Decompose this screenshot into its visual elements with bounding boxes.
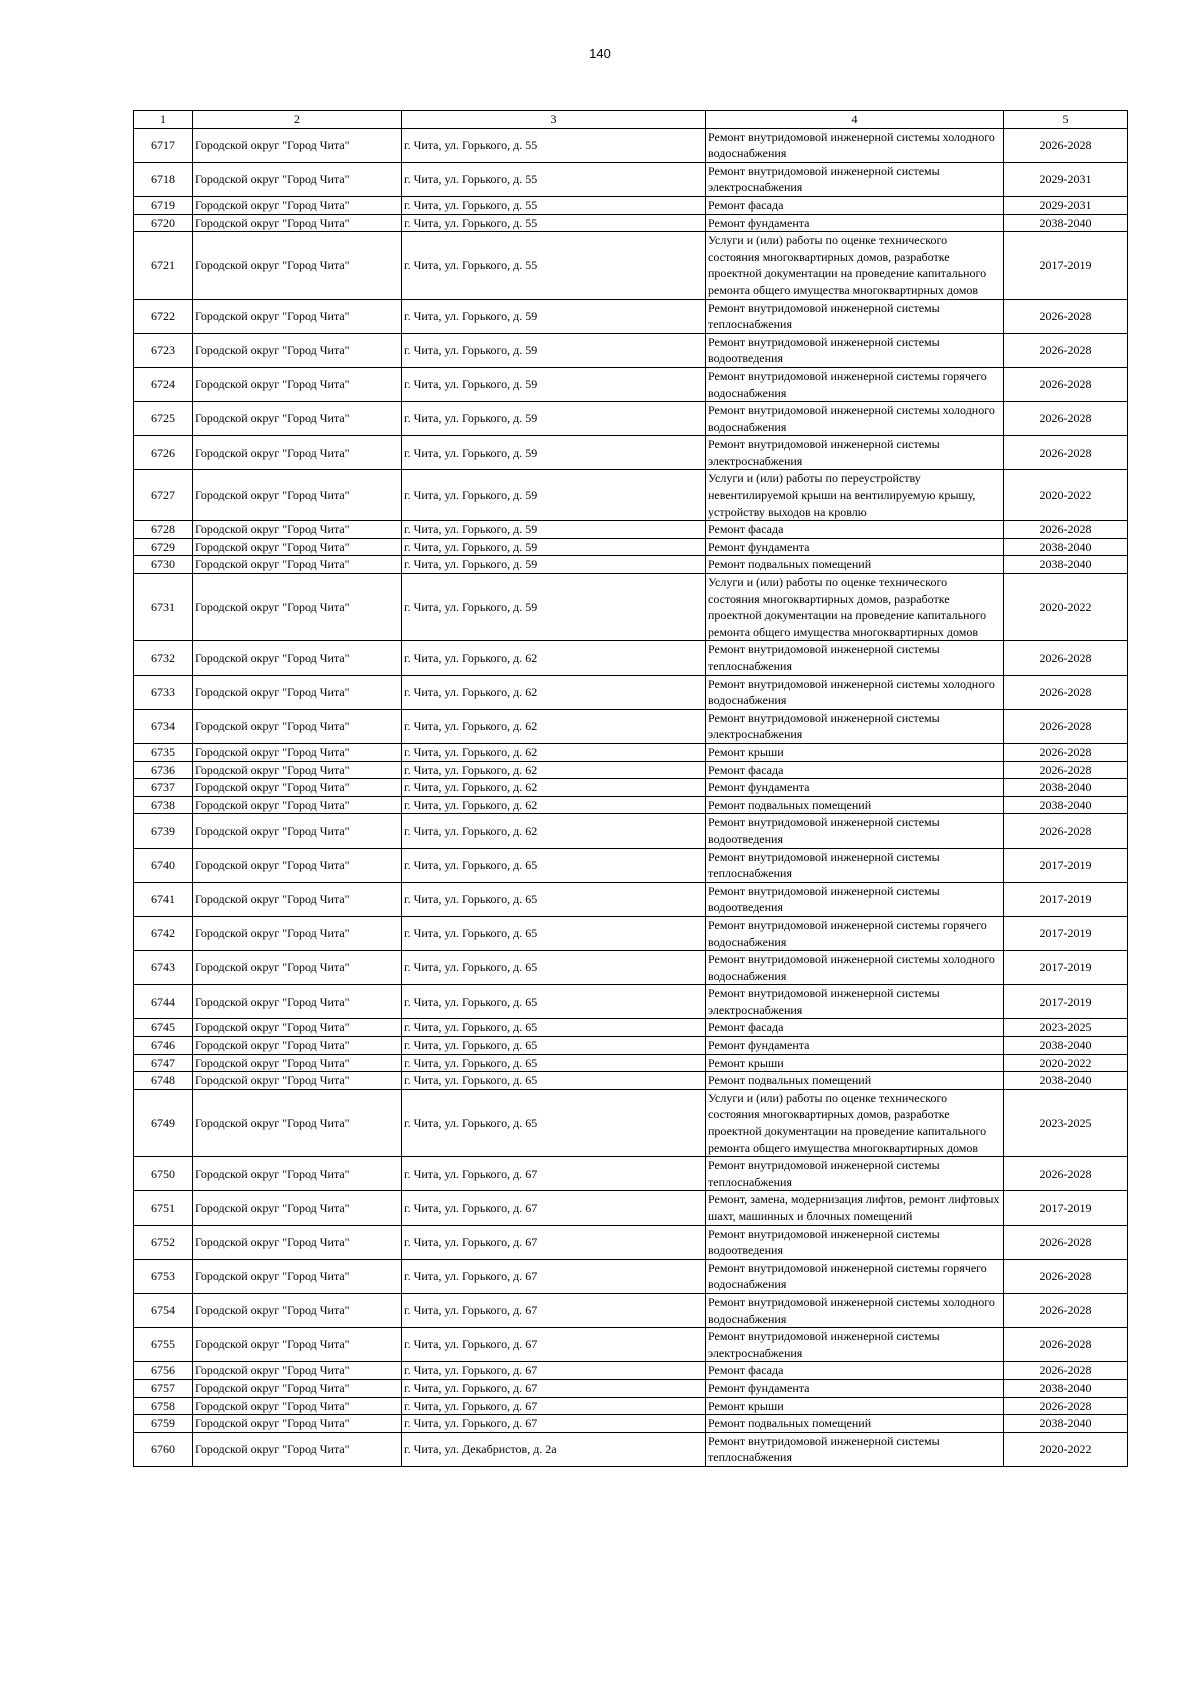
municipality-cell: Городской округ "Город Чита" — [193, 709, 402, 743]
table-row — [134, 675, 1128, 709]
address-cell: г. Чита, ул. Горького, д. 65 — [402, 951, 706, 985]
work-type-cell: Услуги и (или) работы по оценке технического состояния многоквартирных домов, разработке проектной документации на проведение капитального ремонта общего имущества многоквартирных домов — [706, 232, 1004, 299]
row-number-cell: 6739 — [134, 814, 193, 848]
work-type-cell: Ремонт внутридомовой инженерной системы горячего водоснабжения — [706, 367, 1004, 401]
address-cell: г. Чита, ул. Горького, д. 65 — [402, 1037, 706, 1055]
address-cell: г. Чита, ул. Горького, д. 67 — [402, 1379, 706, 1397]
period-cell: 2038-2040 — [1004, 1072, 1128, 1090]
municipality-cell: Городской округ "Город Чита" — [193, 196, 402, 214]
work-type-cell: Ремонт внутридомовой инженерной системы электроснабжения — [706, 709, 1004, 743]
work-type-cell: Ремонт внутридомовой инженерной системы теплоснабжения — [706, 1157, 1004, 1191]
work-type-cell: Ремонт внутридомовой инженерной системы горячего водоснабжения — [706, 916, 1004, 950]
address-cell: г. Чита, ул. Горького, д. 67 — [402, 1157, 706, 1191]
row-number-cell: 6750 — [134, 1157, 193, 1191]
row-number-cell: 6721 — [134, 232, 193, 299]
address-cell: г. Чита, ул. Горького, д. 67 — [402, 1293, 706, 1327]
table-row — [134, 1432, 1128, 1466]
row-number-cell: 6757 — [134, 1379, 193, 1397]
period-cell: 2026-2028 — [1004, 743, 1128, 761]
table-row — [134, 985, 1128, 1019]
work-type-cell: Ремонт фасада — [706, 196, 1004, 214]
work-type-cell: Ремонт внутридомовой инженерной системы водоотведения — [706, 333, 1004, 367]
row-number-cell: 6741 — [134, 882, 193, 916]
row-number-cell: 6733 — [134, 675, 193, 709]
municipality-cell: Городской округ "Город Чита" — [193, 556, 402, 574]
table-row — [134, 556, 1128, 574]
table-body — [134, 128, 1128, 1466]
period-cell: 2038-2040 — [1004, 779, 1128, 797]
municipality-cell: Городской округ "Город Чита" — [193, 1089, 402, 1156]
table-row — [134, 848, 1128, 882]
work-type-cell: Ремонт фасада — [706, 761, 1004, 779]
table-row — [134, 538, 1128, 556]
period-cell: 2029-2031 — [1004, 162, 1128, 196]
work-type-cell: Ремонт внутридомовой инженерной системы теплоснабжения — [706, 299, 1004, 333]
address-cell: г. Чита, ул. Горького, д. 55 — [402, 232, 706, 299]
row-number-cell: 6752 — [134, 1225, 193, 1259]
header-row — [134, 111, 1128, 129]
row-number-cell: 6756 — [134, 1362, 193, 1380]
address-cell: г. Чита, ул. Горького, д. 67 — [402, 1259, 706, 1293]
period-cell: 2020-2022 — [1004, 574, 1128, 641]
page-number: 140 — [589, 46, 611, 61]
address-cell: г. Чита, ул. Горького, д. 59 — [402, 521, 706, 539]
municipality-cell: Городской округ "Город Чита" — [193, 436, 402, 470]
municipality-cell: Городской округ "Город Чита" — [193, 675, 402, 709]
work-type-cell: Ремонт внутридомовой инженерной системы холодного водоснабжения — [706, 675, 1004, 709]
address-cell: г. Чита, ул. Горького, д. 59 — [402, 299, 706, 333]
table-row — [134, 521, 1128, 539]
period-cell: 2038-2040 — [1004, 796, 1128, 814]
table-row — [134, 814, 1128, 848]
table-row — [134, 1054, 1128, 1072]
period-cell: 2026-2028 — [1004, 299, 1128, 333]
table-row — [134, 796, 1128, 814]
row-number-cell: 6744 — [134, 985, 193, 1019]
column-header-3: 3 — [402, 111, 706, 129]
work-type-cell: Ремонт, замена, модернизация лифтов, ремонт лифтовых шахт, машинных и блочных помещений — [706, 1191, 1004, 1225]
table-row — [134, 402, 1128, 436]
work-type-cell: Ремонт фундамента — [706, 779, 1004, 797]
municipality-cell: Городской округ "Город Чита" — [193, 1054, 402, 1072]
table-row — [134, 196, 1128, 214]
address-cell: г. Чита, ул. Горького, д. 59 — [402, 436, 706, 470]
row-number-cell: 6717 — [134, 128, 193, 162]
work-type-cell: Ремонт внутридомовой инженерной системы водоотведения — [706, 814, 1004, 848]
address-cell: г. Чита, ул. Горького, д. 62 — [402, 761, 706, 779]
table-row — [134, 333, 1128, 367]
row-number-cell: 6723 — [134, 333, 193, 367]
row-number-cell: 6736 — [134, 761, 193, 779]
address-cell: г. Чита, ул. Горького, д. 59 — [402, 470, 706, 521]
work-type-cell: Ремонт фундамента — [706, 1379, 1004, 1397]
address-cell: г. Чита, ул. Горького, д. 62 — [402, 779, 706, 797]
municipality-cell: Городской округ "Город Чита" — [193, 367, 402, 401]
row-number-cell: 6732 — [134, 641, 193, 675]
address-cell: г. Чита, ул. Горького, д. 65 — [402, 848, 706, 882]
municipality-cell: Городской округ "Город Чита" — [193, 299, 402, 333]
municipality-cell: Городской округ "Город Чита" — [193, 162, 402, 196]
period-cell: 2017-2019 — [1004, 985, 1128, 1019]
period-cell: 2026-2028 — [1004, 814, 1128, 848]
address-cell: г. Чита, ул. Горького, д. 55 — [402, 196, 706, 214]
work-type-cell: Ремонт крыши — [706, 743, 1004, 761]
address-cell: г. Чита, ул. Горького, д. 59 — [402, 333, 706, 367]
work-type-cell: Ремонт фасада — [706, 521, 1004, 539]
municipality-cell: Городской округ "Город Чита" — [193, 1379, 402, 1397]
table-row — [134, 436, 1128, 470]
table-row — [134, 1259, 1128, 1293]
column-header-5: 5 — [1004, 111, 1128, 129]
address-cell: г. Чита, ул. Горького, д. 67 — [402, 1225, 706, 1259]
municipality-cell: Городской округ "Город Чита" — [193, 521, 402, 539]
work-type-cell: Ремонт крыши — [706, 1397, 1004, 1415]
period-cell: 2017-2019 — [1004, 848, 1128, 882]
table-row — [134, 1415, 1128, 1433]
address-cell: г. Чита, ул. Горького, д. 59 — [402, 538, 706, 556]
work-type-cell: Услуги и (или) работы по оценке технического состояния многоквартирных домов, разработке проектной документации на проведение капитального ремонта общего имущества многоквартирных домов — [706, 574, 1004, 641]
municipality-cell: Городской округ "Город Чита" — [193, 916, 402, 950]
period-cell: 2017-2019 — [1004, 882, 1128, 916]
table-row — [134, 761, 1128, 779]
column-header-1: 1 — [134, 111, 193, 129]
work-type-cell: Ремонт фундамента — [706, 538, 1004, 556]
table-row — [134, 916, 1128, 950]
address-cell: г. Чита, ул. Горького, д. 65 — [402, 1054, 706, 1072]
table-row — [134, 951, 1128, 985]
work-type-cell: Ремонт подвальных помещений — [706, 1415, 1004, 1433]
period-cell: 2038-2040 — [1004, 1037, 1128, 1055]
row-number-cell: 6754 — [134, 1293, 193, 1327]
period-cell: 2026-2028 — [1004, 761, 1128, 779]
table-row — [134, 162, 1128, 196]
municipality-cell: Городской округ "Город Чита" — [193, 1362, 402, 1380]
address-cell: г. Чита, ул. Горького, д. 59 — [402, 574, 706, 641]
work-type-cell: Ремонт подвальных помещений — [706, 1072, 1004, 1090]
row-number-cell: 6728 — [134, 521, 193, 539]
address-cell: г. Чита, ул. Горького, д. 65 — [402, 916, 706, 950]
row-number-cell: 6718 — [134, 162, 193, 196]
work-type-cell: Ремонт подвальных помещений — [706, 796, 1004, 814]
table-row — [134, 1072, 1128, 1090]
table-row — [134, 1225, 1128, 1259]
table-row — [134, 1328, 1128, 1362]
address-cell: г. Чита, ул. Декабристов, д. 2а — [402, 1432, 706, 1466]
row-number-cell: 6742 — [134, 916, 193, 950]
period-cell: 2026-2028 — [1004, 1397, 1128, 1415]
table-row — [134, 299, 1128, 333]
address-cell: г. Чита, ул. Горького, д. 65 — [402, 1089, 706, 1156]
address-cell: г. Чита, ул. Горького, д. 62 — [402, 675, 706, 709]
period-cell: 2026-2028 — [1004, 402, 1128, 436]
row-number-cell: 6755 — [134, 1328, 193, 1362]
municipality-cell: Городской округ "Город Чита" — [193, 882, 402, 916]
municipality-cell: Городской округ "Город Чита" — [193, 1415, 402, 1433]
work-type-cell: Ремонт внутридомовой инженерной системы теплоснабжения — [706, 641, 1004, 675]
table-row — [134, 1191, 1128, 1225]
address-cell: г. Чита, ул. Горького, д. 59 — [402, 556, 706, 574]
row-number-cell: 6749 — [134, 1089, 193, 1156]
table-row — [134, 1157, 1128, 1191]
row-number-cell: 6745 — [134, 1019, 193, 1037]
work-type-cell: Ремонт внутридомовой инженерной системы электроснабжения — [706, 436, 1004, 470]
address-cell: г. Чита, ул. Горького, д. 59 — [402, 402, 706, 436]
period-cell: 2017-2019 — [1004, 916, 1128, 950]
municipality-cell: Городской округ "Город Чита" — [193, 779, 402, 797]
row-number-cell: 6740 — [134, 848, 193, 882]
municipality-cell: Городской округ "Город Чита" — [193, 128, 402, 162]
table-row — [134, 641, 1128, 675]
municipality-cell: Городской округ "Город Чита" — [193, 641, 402, 675]
column-header-2: 2 — [193, 111, 402, 129]
work-type-cell: Ремонт внутридомовой инженерной системы горячего водоснабжения — [706, 1259, 1004, 1293]
work-type-cell: Услуги и (или) работы по оценке технического состояния многоквартирных домов, разработке проектной документации на проведение капитального ремонта общего имущества многоквартирных домов — [706, 1089, 1004, 1156]
row-number-cell: 6734 — [134, 709, 193, 743]
period-cell: 2026-2028 — [1004, 367, 1128, 401]
table-row — [134, 470, 1128, 521]
municipality-cell: Городской округ "Город Чита" — [193, 402, 402, 436]
column-header-4: 4 — [706, 111, 1004, 129]
municipality-cell: Городской округ "Город Чита" — [193, 743, 402, 761]
period-cell: 2026-2028 — [1004, 436, 1128, 470]
work-type-cell: Ремонт внутридомовой инженерной системы теплоснабжения — [706, 848, 1004, 882]
row-number-cell: 6722 — [134, 299, 193, 333]
period-cell: 2026-2028 — [1004, 675, 1128, 709]
period-cell: 2029-2031 — [1004, 196, 1128, 214]
table-row — [134, 214, 1128, 232]
municipality-cell: Городской округ "Город Чита" — [193, 1019, 402, 1037]
address-cell: г. Чита, ул. Горького, д. 65 — [402, 1019, 706, 1037]
table-row — [134, 1089, 1128, 1156]
address-cell: г. Чита, ул. Горького, д. 62 — [402, 796, 706, 814]
table-row — [134, 1362, 1128, 1380]
row-number-cell: 6737 — [134, 779, 193, 797]
municipality-cell: Городской округ "Город Чита" — [193, 1293, 402, 1327]
address-cell: г. Чита, ул. Горького, д. 65 — [402, 882, 706, 916]
work-type-cell: Ремонт внутридомовой инженерной системы холодного водоснабжения — [706, 128, 1004, 162]
work-type-cell: Ремонт внутридомовой инженерной системы теплоснабжения — [706, 1432, 1004, 1466]
municipality-cell: Городской округ "Город Чита" — [193, 796, 402, 814]
period-cell: 2038-2040 — [1004, 556, 1128, 574]
table-row — [134, 574, 1128, 641]
work-type-cell: Ремонт внутридомовой инженерной системы холодного водоснабжения — [706, 951, 1004, 985]
table-row — [134, 1379, 1128, 1397]
address-cell: г. Чита, ул. Горького, д. 67 — [402, 1328, 706, 1362]
municipality-cell: Городской округ "Город Чита" — [193, 1191, 402, 1225]
work-type-cell: Ремонт внутридомовой инженерной системы водоотведения — [706, 882, 1004, 916]
period-cell: 2026-2028 — [1004, 1328, 1128, 1362]
address-cell: г. Чита, ул. Горького, д. 67 — [402, 1397, 706, 1415]
work-type-cell: Ремонт внутридомовой инженерной системы водоотведения — [706, 1225, 1004, 1259]
work-type-cell: Ремонт фасада — [706, 1019, 1004, 1037]
address-cell: г. Чита, ул. Горького, д. 55 — [402, 162, 706, 196]
row-number-cell: 6731 — [134, 574, 193, 641]
work-type-cell: Ремонт внутридомовой инженерной системы электроснабжения — [706, 162, 1004, 196]
row-number-cell: 6743 — [134, 951, 193, 985]
address-cell: г. Чита, ул. Горького, д. 62 — [402, 743, 706, 761]
municipality-cell: Городской округ "Город Чита" — [193, 214, 402, 232]
table-row — [134, 709, 1128, 743]
municipality-cell: Городской округ "Город Чита" — [193, 1432, 402, 1466]
municipality-cell: Городской округ "Город Чита" — [193, 538, 402, 556]
period-cell: 2020-2022 — [1004, 1054, 1128, 1072]
municipality-cell: Городской округ "Город Чита" — [193, 1328, 402, 1362]
period-cell: 2026-2028 — [1004, 1362, 1128, 1380]
period-cell: 2038-2040 — [1004, 538, 1128, 556]
municipality-cell: Городской округ "Город Чита" — [193, 1157, 402, 1191]
row-number-cell: 6719 — [134, 196, 193, 214]
table-row — [134, 1293, 1128, 1327]
table-row — [134, 232, 1128, 299]
table-row — [134, 1037, 1128, 1055]
work-type-cell: Ремонт фасада — [706, 1362, 1004, 1380]
capital-repair-table — [133, 110, 1128, 1467]
municipality-cell: Городской округ "Город Чита" — [193, 1225, 402, 1259]
address-cell: г. Чита, ул. Горького, д. 55 — [402, 128, 706, 162]
work-type-cell: Ремонт фундамента — [706, 214, 1004, 232]
table-row — [134, 1019, 1128, 1037]
period-cell: 2026-2028 — [1004, 641, 1128, 675]
table-row — [134, 743, 1128, 761]
period-cell: 2026-2028 — [1004, 709, 1128, 743]
table-row — [134, 779, 1128, 797]
work-type-cell: Ремонт внутридомовой инженерной системы электроснабжения — [706, 1328, 1004, 1362]
municipality-cell: Городской округ "Город Чита" — [193, 761, 402, 779]
table-row — [134, 128, 1128, 162]
work-type-cell: Ремонт крыши — [706, 1054, 1004, 1072]
municipality-cell: Городской округ "Город Чита" — [193, 1397, 402, 1415]
period-cell: 2038-2040 — [1004, 214, 1128, 232]
row-number-cell: 6751 — [134, 1191, 193, 1225]
row-number-cell: 6760 — [134, 1432, 193, 1466]
period-cell: 2026-2028 — [1004, 1157, 1128, 1191]
period-cell: 2020-2022 — [1004, 1432, 1128, 1466]
address-cell: г. Чита, ул. Горького, д. 67 — [402, 1362, 706, 1380]
row-number-cell: 6725 — [134, 402, 193, 436]
municipality-cell: Городской округ "Город Чита" — [193, 951, 402, 985]
municipality-cell: Городской округ "Город Чита" — [193, 232, 402, 299]
municipality-cell: Городской округ "Город Чита" — [193, 333, 402, 367]
period-cell: 2020-2022 — [1004, 470, 1128, 521]
municipality-cell: Городской округ "Город Чита" — [193, 1037, 402, 1055]
period-cell: 2026-2028 — [1004, 128, 1128, 162]
period-cell: 2026-2028 — [1004, 333, 1128, 367]
row-number-cell: 6748 — [134, 1072, 193, 1090]
municipality-cell: Городской округ "Город Чита" — [193, 574, 402, 641]
municipality-cell: Городской округ "Город Чита" — [193, 470, 402, 521]
row-number-cell: 6720 — [134, 214, 193, 232]
work-type-cell: Услуги и (или) работы по переустройству невентилируемой крыши на вентилируемую крышу, устройству выходов на кровлю — [706, 470, 1004, 521]
period-cell: 2026-2028 — [1004, 1293, 1128, 1327]
work-type-cell: Ремонт внутридомовой инженерной системы электроснабжения — [706, 985, 1004, 1019]
row-number-cell: 6759 — [134, 1415, 193, 1433]
work-type-cell: Ремонт внутридомовой инженерной системы холодного водоснабжения — [706, 402, 1004, 436]
row-number-cell: 6726 — [134, 436, 193, 470]
period-cell: 2023-2025 — [1004, 1089, 1128, 1156]
row-number-cell: 6727 — [134, 470, 193, 521]
municipality-cell: Городской округ "Город Чита" — [193, 985, 402, 1019]
period-cell: 2038-2040 — [1004, 1415, 1128, 1433]
period-cell: 2017-2019 — [1004, 951, 1128, 985]
period-cell: 2017-2019 — [1004, 1191, 1128, 1225]
period-cell: 2026-2028 — [1004, 521, 1128, 539]
address-cell: г. Чита, ул. Горького, д. 55 — [402, 214, 706, 232]
address-cell: г. Чита, ул. Горького, д. 65 — [402, 1072, 706, 1090]
address-cell: г. Чита, ул. Горького, д. 62 — [402, 641, 706, 675]
row-number-cell: 6738 — [134, 796, 193, 814]
row-number-cell: 6758 — [134, 1397, 193, 1415]
table-row — [134, 882, 1128, 916]
period-cell: 2023-2025 — [1004, 1019, 1128, 1037]
row-number-cell: 6753 — [134, 1259, 193, 1293]
period-cell: 2026-2028 — [1004, 1225, 1128, 1259]
period-cell: 2017-2019 — [1004, 232, 1128, 299]
table-row — [134, 367, 1128, 401]
row-number-cell: 6730 — [134, 556, 193, 574]
work-type-cell: Ремонт фундамента — [706, 1037, 1004, 1055]
municipality-cell: Городской округ "Город Чита" — [193, 814, 402, 848]
period-cell: 2026-2028 — [1004, 1259, 1128, 1293]
table-row — [134, 1397, 1128, 1415]
row-number-cell: 6735 — [134, 743, 193, 761]
address-cell: г. Чита, ул. Горького, д. 67 — [402, 1415, 706, 1433]
work-type-cell: Ремонт внутридомовой инженерной системы холодного водоснабжения — [706, 1293, 1004, 1327]
address-cell: г. Чита, ул. Горького, д. 67 — [402, 1191, 706, 1225]
address-cell: г. Чита, ул. Горького, д. 62 — [402, 709, 706, 743]
row-number-cell: 6724 — [134, 367, 193, 401]
municipality-cell: Городской округ "Город Чита" — [193, 848, 402, 882]
address-cell: г. Чита, ул. Горького, д. 65 — [402, 985, 706, 1019]
row-number-cell: 6729 — [134, 538, 193, 556]
row-number-cell: 6747 — [134, 1054, 193, 1072]
period-cell: 2038-2040 — [1004, 1379, 1128, 1397]
address-cell: г. Чита, ул. Горького, д. 59 — [402, 367, 706, 401]
address-cell: г. Чита, ул. Горького, д. 62 — [402, 814, 706, 848]
row-number-cell: 6746 — [134, 1037, 193, 1055]
municipality-cell: Городской округ "Город Чита" — [193, 1259, 402, 1293]
municipality-cell: Городской округ "Город Чита" — [193, 1072, 402, 1090]
work-type-cell: Ремонт подвальных помещений — [706, 556, 1004, 574]
